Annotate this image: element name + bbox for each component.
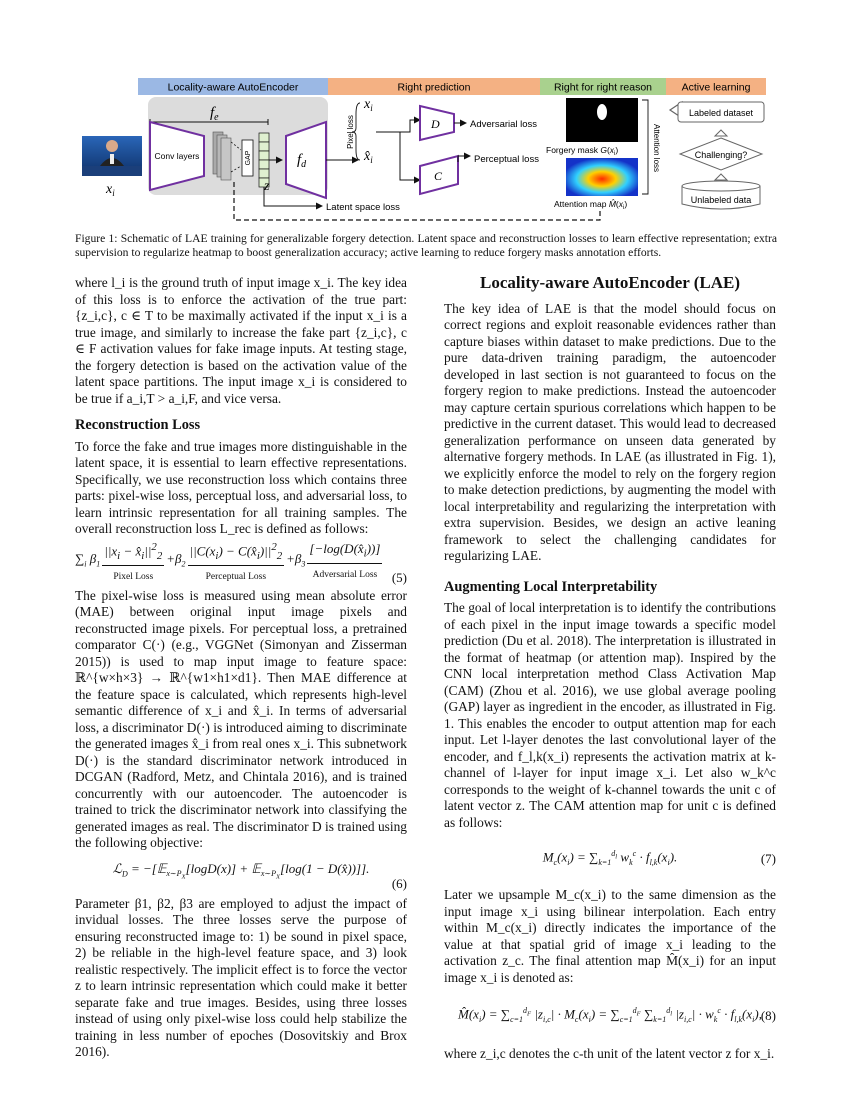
section-label-lae: Locality-aware AutoEncoder — [167, 81, 299, 94]
comparator-label: C — [434, 169, 443, 183]
lae-schematic-figure — [70, 70, 780, 230]
equation-7: $M_c(x_i) = \sum_{k=1}^{d_l}$ $w_k^c \cdot f_{l,k}(x_i)$. (7) — [542, 849, 776, 868]
figure-caption: Figure 1: Schematic of LAE training for generalizable forgery detection. Latent space and reconstruction losses to learn effective representation; extra supervision to regularize heatmap to boost generalization accuracy; active learning to reduce forgery masks annotation efforts. — [75, 232, 777, 259]
equation-6-number: (6) — [391, 876, 407, 891]
paragraph-lae-key-idea: The key idea of LAE is that the model should focus on correct regions and exploit reasonable evidences rather than capture biases within dataset to make predictions. Due to the pure data-driven training paradigm, the autoencoder developed in last section is not guaranteed to focus on the forgery region to make predictions. Instead the autoencoder may capture certain spurious correlations which happen to be predictive in the current dataset. This would lead to decreased generalization performance on unseen data generated by alternative forgery methods. In LAE (as illustrated in Fig. 1), we explicitly enforce the model to rely on the forgery region to make detection predictions, by augmenting the model with local interpretability and regularizing the interpretation with extra supervision. Besides, we design an active leaning framework to select the challenging candidates for regularizing LAE. — [444, 300, 776, 563]
paragraph-latent-unit: where z_i,c denotes the c-th unit of the latent vector z for x_i. — [444, 1046, 775, 1061]
conv-layers-label: Conv layers — [154, 151, 200, 161]
challenging-label: Challenging? — [694, 150, 748, 160]
right-column — [444, 275, 776, 1063]
gap-label: GAP — [245, 150, 252, 166]
latent-label: z — [264, 179, 270, 194]
left-column — [75, 275, 407, 1061]
heading-lae: Locality-aware AutoEncoder (LAE) — [479, 273, 741, 292]
encoder-label: $f_e$ — [210, 105, 219, 123]
perceptual-loss-label: Perceptual loss — [474, 154, 539, 165]
attention-loss-label: Attention loss — [652, 123, 661, 173]
paragraph-reconstruction-intro: To force the fake and true images more distinguishable in the latent space, it is essential to learn effective representations. Specifically, we use reconstruction loss which contains three parts: pixel-wise loss, perceptual loss, and adversarial loss, to learn intrinsic representation for all training samples. The overall reconstruction loss L_rec is defined as follows: — [75, 438, 407, 536]
pixel-loss-label: Pixel loss — [346, 115, 355, 149]
equation-8: $M̂(x_i) = \sum_{c=1}^{d_F}$ $|z_{i,c}| \cdot M_c(x_i) = \sum_{c=1}^{d_F}$ $\sum_{k=1}^{d_l}$ $|z_{i,c}| \cdot w_k^c \cdot f_{l,k}(x_i)$, (8) — [458, 1006, 776, 1025]
section-label-right-reason: Right for right reason — [553, 81, 653, 94]
input-label: $x_i$ — [106, 182, 115, 198]
equation-8-number: (8) — [760, 1007, 776, 1023]
labeled-dataset-label: Labeled dataset — [688, 108, 754, 118]
equation-6: ℒ$_D$ = −[𝔼$_{x\sim P_X}$[logD(x)] + 𝔼$_{x\sim P_X}$[log(1 − D(x̂))]]. (6) — [112, 860, 407, 891]
equation-7-number: (7) — [760, 850, 776, 866]
heading-reconstruction-loss: Reconstruction Loss — [75, 417, 201, 433]
feature-maps — [213, 132, 231, 180]
adversarial-loss-label: Adversarial loss — [470, 119, 538, 130]
eq5-pixel-loss-label: Pixel Loss — [113, 572, 154, 583]
input-image — [82, 136, 142, 176]
equation-5: $\sum_i$ $\beta_1$ $||x_i$ − $x̂_i||^2_2$ Pixel Loss $+\beta_2$ $||C(x_i)$ − $C(x̂_i)||^2_2$ Perceptual Loss $+\beta_3$ $[-\log(D(x̂_i))]$ Adversarial Loss (5) — [75, 541, 407, 585]
eq5-adversarial-loss-label: Adversarial Loss — [312, 570, 378, 581]
discriminator-label: D — [431, 117, 440, 131]
heading-augmenting-interpretability: Augmenting Local Interpretability — [444, 578, 658, 595]
latent-space-loss-label: Latent space loss — [326, 202, 400, 213]
paragraph-parameters: Parameter β1, β2, β3 are employed to adjust the impact of invidual losses. The three losses serve the purpose of ensuring reconstructed image to: 1) be sound in pixel space, 2) be reliable in the high-level feature space, and 3) look realistic respectively. The implicit effect is to force the vector z to learn intrinsic representation which could make it better separate fake and true images. Besides, using three losses instead of using only pixel-wise loss could help stabilize the training in less number of epoches (Dosovitskiy and Brox 2016). — [75, 895, 407, 1059]
section-label-right-prediction: Right prediction — [397, 81, 471, 94]
attention-map-label: Attention map $M̂(x_i)$ — [554, 199, 628, 211]
paragraph-upsample: Later we upsample M_c(x_i) to the same dimension as the input image x_i using bilinear interpolation. Each entry within M_c(x_i) directly indicates the importance of the value at that spatial grid of image x_i leading to the activation z_c. The final attention map M̂(x_i) for an input image x_i is denoted as: — [444, 887, 776, 985]
section-label-active-learning: Active learning — [681, 81, 751, 94]
decoder-label: $f_d$ — [297, 152, 307, 170]
paragraph-ground-truth: where l_i is the ground truth of input image x_i. The key idea of this loss is to enforce the activation of the true part: {z_i,c}, c ∈ T to be maximally activated if the input x_i is a true image, and similarly to increase the fake part {z_i,c}, c ∈ F activation values for fake image inputs. At testing stage, the forgery detection is based on the activation value of the latent space partitions. The input image x_i is considered to be true if a_i,T > a_i,F, and vice versa. — [75, 275, 407, 406]
forgery-mask-label: Forgery mask $G(x_i)$ — [546, 145, 619, 157]
recon-bottom-label: $x̂_i$ — [364, 149, 373, 165]
equation-5-number: (5) — [391, 570, 407, 585]
unlabeled-data-label: Unlabeled data — [690, 195, 752, 205]
recon-top-label: $x_i$ — [364, 97, 373, 113]
paragraph-loss-details: The pixel-wise loss is measured using mean absolute error (MAE) between original input image pixels and reconstructed image pixels. For perceptual loss, a pretrained comparator C(·) (e.g., VGGNet (Simonyan and Zisserman 2015)) is used to map input image to feature space: ℝ^{w×h×3} → ℝ^{w1×h1×d1}. Then MAE difference at the feature space is calculated, which represents high-level semantic difference of x_i and x̂_i. In terms of adversarial loss, a discriminator D(·) is introduced aiming to discriminate the generated images x̂_i from real ones x_i. This subnetwork D(·) is the standard discriminator network introduced in DCGAN (Radford, Metz, and Chintala 2016), and is trained concurrently with our autoencoder. The autoencoder is trained to trick the discriminator network into classifying the generated images as real. The discriminator D is trained using the following objective: — [75, 587, 407, 850]
attention-heatmap-image — [566, 158, 638, 196]
eq5-perceptual-loss-label: Perceptual Loss — [205, 572, 267, 583]
paragraph-local-interpretation: The goal of local interpretation is to identify the contributions of each pixel in the input image towards a specific model prediction (Du et al. 2018). The interpretation is illustrated in the format of heatmap (or attention map). Inspired by the CNN local interpretation method Class Activation Map (CAM) (Zhou et al. 2016), we use global average pooling (GAP) layer as ingredient in the encoder, as illustrated in Fig. 1. This enables the encoder to output attention map for each input. Let l-layer denotes the last convolutional layer of the encoder, and f_l,k(x_i) represents the activation matrix at k-channel of l-layer for input image x_i. Let also w_k^c corresponds to the weight of k-channel towards the unit c of latent vector z. The CAM attention map for unit c is defined as follows: — [444, 600, 776, 830]
